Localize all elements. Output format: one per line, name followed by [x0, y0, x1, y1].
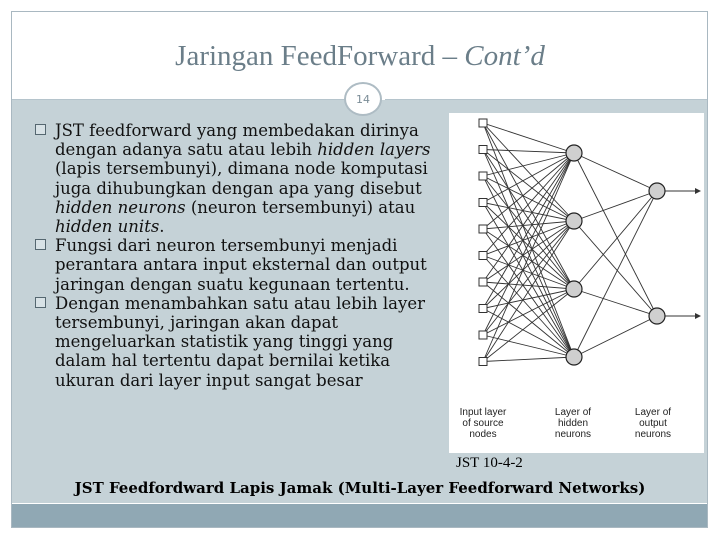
- connection-line: [483, 150, 574, 154]
- connection-line: [483, 150, 574, 290]
- footer-strip: [12, 504, 707, 527]
- connection-line: [483, 176, 574, 221]
- bullet-text: JST feedforward yang membedakan dirinya dengan adanya satu atau lebih hidden layers (lapis tersembunyi), dimana node komputasi juga dihubungkan dengan apa yang disebut hidden neurons (neuron tersembunyi) atau hidden units.: [55, 121, 431, 237]
- bullet-item: [35, 236, 445, 294]
- title-main: Jaringan FeedForward –: [175, 40, 465, 72]
- input-node: [479, 225, 487, 233]
- input-node: [479, 278, 487, 286]
- bullet-text: Fungsi dari neuron tersembunyi menjadi perantara antara input eksternal dan output jaringan dengan suatu kegunaan tertentu.: [55, 236, 427, 294]
- connection-line: [574, 153, 657, 316]
- output-arrow-icon: [695, 188, 701, 194]
- hidden-layer-label: Layer of hidden neurons: [554, 407, 592, 440]
- input-node: [479, 252, 487, 260]
- connection-line: [483, 357, 574, 362]
- bullet-item: [35, 121, 445, 236]
- connection-line: [483, 203, 574, 290]
- square-bullet-icon: [35, 239, 46, 250]
- output-layer-label: Layer of output neurons: [634, 407, 672, 440]
- input-node: [479, 331, 487, 339]
- title-divider-left: [12, 99, 345, 100]
- bottom-caption: JST Feedfordward Lapis Jamak (Multi-Layer Feedforward Networks): [74, 479, 646, 497]
- bullet-text: Dengan menambahkan satu atau lebih layer tersembunyi, jaringan akan dapat mengeluarkan statistik yang tinggi yang dalam hal tertentu dapat bernilai ketika ukuran dari layer input sangat besar: [55, 293, 425, 390]
- connection-line: [483, 309, 574, 358]
- connection-line: [574, 289, 657, 316]
- output-neuron: [649, 183, 665, 199]
- connection-line: [483, 221, 574, 362]
- input-layer-label: Input layer of source nodes: [459, 407, 507, 440]
- output-neuron: [649, 308, 665, 324]
- input-node: [479, 305, 487, 313]
- input-node: [479, 146, 487, 154]
- connection-line: [574, 153, 657, 191]
- bullet-list: [35, 121, 445, 390]
- connection-line: [483, 256, 574, 358]
- connection-line: [574, 316, 657, 357]
- square-bullet-icon: [35, 124, 46, 135]
- hidden-neuron: [566, 145, 582, 161]
- input-node: [479, 358, 487, 366]
- input-node: [479, 119, 487, 127]
- figure-caption: JST 10-4-2: [456, 455, 523, 471]
- output-arrow-icon: [695, 313, 701, 319]
- slide-title: [0, 40, 720, 73]
- hidden-neuron: [566, 281, 582, 297]
- hidden-neuron: [566, 213, 582, 229]
- hidden-neuron: [566, 349, 582, 365]
- page-number-badge: [344, 82, 382, 116]
- title-divider-right: [385, 99, 707, 100]
- network-diagram: [449, 113, 704, 453]
- input-node: [479, 199, 487, 207]
- network-figure: [449, 113, 704, 453]
- bullet-item: [35, 294, 445, 390]
- square-bullet-icon: [35, 297, 46, 308]
- input-node: [479, 172, 487, 180]
- page-number: 14: [356, 93, 370, 106]
- title-italic: Cont’d: [464, 40, 545, 72]
